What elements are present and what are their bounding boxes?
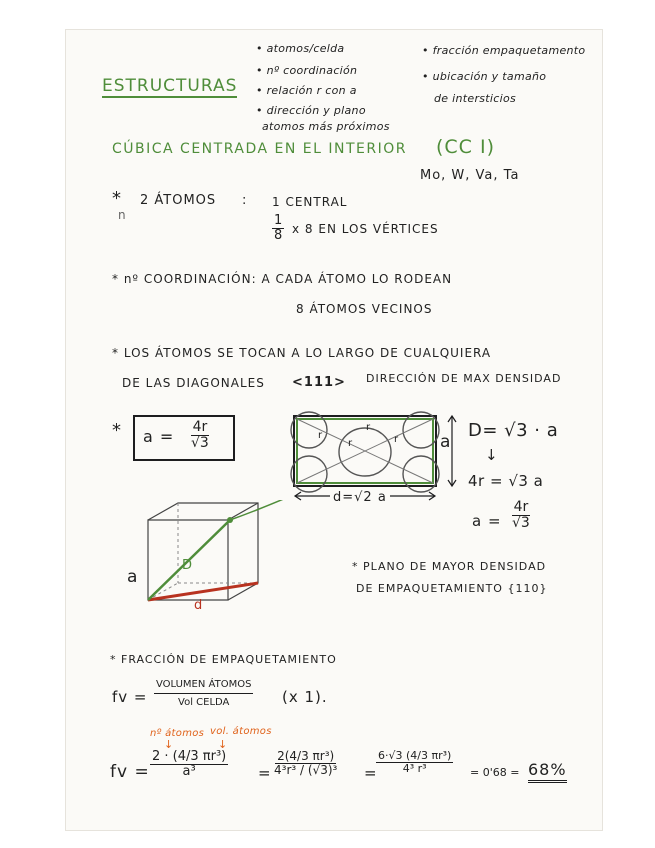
bullet: * [112,420,122,441]
packing-expr-2 [272,750,339,776]
fraction-den: 8 [274,227,283,243]
r-label: r [348,438,354,449]
packing-result: = 0'68 = [470,766,520,779]
fraction-num: 2 · (4/3 πr³) [152,749,227,764]
four-r-equation: 4r = √3 a [468,472,544,490]
a-lhs: a = [143,427,175,446]
section-abbr: (CC I) [436,136,496,158]
fraction-den: 4³ r³ [402,761,427,775]
fraction-num: 4r [192,419,208,435]
vertices-text: x 8 EN LOS VÉRTICES [292,222,439,236]
down-arrow: ↓ [164,738,175,751]
r-label: r [394,434,400,445]
cube-a-label: a [127,567,139,587]
packing-expr-3 [376,750,453,774]
direction-111: <111> [292,375,346,390]
bottom-d-label: d=√2 a [330,490,390,505]
a-fraction [510,500,532,530]
bullet: * [112,188,122,209]
equals: = [258,764,272,782]
fraction-den: √3 [191,434,209,451]
examples-text: Mo, W, Va, Ta [420,168,520,183]
D-equation: D= √3 · a [468,420,559,441]
n-mark: n [118,208,127,222]
fraction-num: 4r [513,499,529,515]
diagonals-line-1: * LOS ÁTOMOS SE TOCAN A LO LARGO DE CUALQUIERA [112,346,492,360]
coordination-line-1: * nº COORDINACIÓN: A CADA ÁTOMO LO RODEAN [112,272,453,286]
a-fraction [189,420,211,450]
coordination-line-2: 8 ÁTOMOS VECINOS [296,302,433,316]
diagonals-line-2: DE LAS DIAGONALES [122,376,265,390]
fv-fraction [154,680,253,708]
r-label: r [318,430,324,441]
topic-item: • dirección y plano [256,104,366,117]
topic-item: atomos más próximos [262,120,390,133]
plane-note-line-2: DE EMPAQUETAMIENTO {110} [356,582,548,595]
fraction-den: √3 [512,514,530,531]
down-arrow: ↓ [218,738,229,751]
packing-title: * FRACCIÓN DE EMPAQUETAMIENTO [110,653,337,666]
topic-item: • fracción empaquetamento [422,44,586,57]
central-text: 1 CENTRAL [272,195,348,209]
fv-multiplier: (x 1). [282,688,328,706]
a-formula-box [133,415,235,461]
plane-note-line-1: * PLANO DE MAYOR DENSIDAD [352,560,547,573]
a-lhs: a = [472,512,502,530]
cube-d-label: d [194,598,204,613]
max-density-text: DIRECCIÓN DE MAX DENSIDAD [366,372,562,385]
side-a-label: a [440,432,452,452]
down-arrow: ↓ [485,446,499,464]
topic-item: • relación r con a [256,84,357,97]
topic-item: • ubicación y tamaño [422,70,547,83]
note-vol-atoms: vol. átomos [210,726,272,737]
packing-expr-1 [150,750,228,778]
fraction-num: 6·√3 (4/3 πr³) [378,749,452,762]
topic-item: • atomos/celda [256,42,345,55]
fv-label: fv = [112,688,148,706]
fraction-den: Vol CELDA [178,696,230,708]
colon: : [242,193,248,208]
fraction-den: 4³r³ / (√3)³ [274,762,338,777]
fraction-num: VOLUMEN ÁTOMOS [154,680,253,694]
atoms-label: 2 ÁTOMOS [140,193,217,208]
bcc-cube-diagram [118,500,358,630]
fv-label: fv = [110,762,150,782]
fraction-num: 1 [274,213,283,228]
r-label: r [366,422,372,433]
packing-percent: 68% [528,760,567,783]
note-n-atoms: nº átomos [150,728,205,739]
topic-item: de intersticios [434,92,517,105]
page-title: ESTRUCTURAS [102,76,238,96]
topic-item: • nº coordinación [256,64,358,77]
fraction-num: 2(4/3 πr³) [277,749,335,763]
one-eighth-fraction [272,214,284,242]
equals: = [364,764,378,782]
fraction-den: a³ [182,763,196,779]
cube-D-label: D [182,558,194,573]
section-title: CÚBICA CENTRADA EN EL INTERIOR [112,141,407,157]
